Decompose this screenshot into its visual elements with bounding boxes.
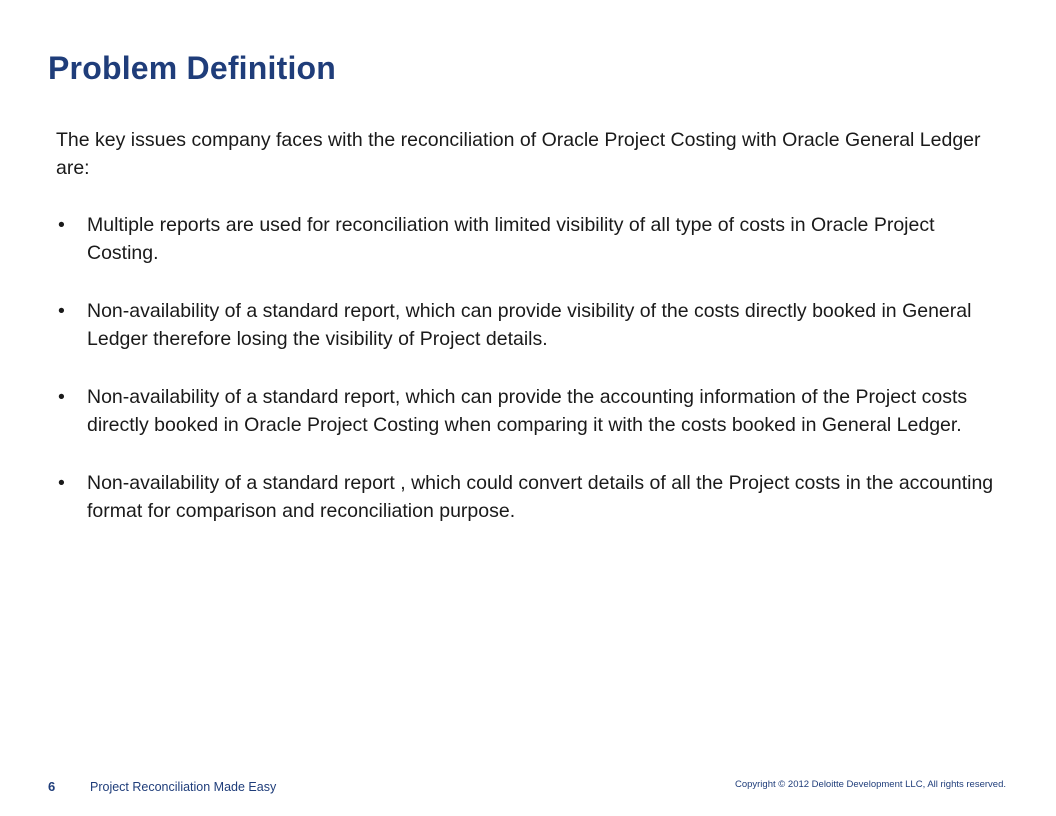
- page-number: 6: [48, 779, 56, 794]
- issue-item: [56, 211, 996, 267]
- issue-text: Multiple reports are used for reconciliation with limited visibility of all type of costs in Oracle Project Costing.: [87, 214, 935, 264]
- bullet-marker: •: [58, 214, 65, 236]
- issue-text: Non-availability of a standard report , which could convert details of all the Project costs in the accounting format for comparison and reconciliation purpose.: [87, 472, 994, 522]
- issue-text: Non-availability of a standard report, which can provide the accounting information of the Project costs directly booked in Oracle Project Costing when comparing it with the costs booked in General Ledger.: [87, 386, 968, 436]
- issue-item: [56, 383, 996, 439]
- issue-item: [56, 469, 996, 525]
- copyright-notice: Copyright © 2012 Deloitte Development LLC, All rights reserved.: [734, 779, 1006, 790]
- issue-item: [56, 297, 996, 353]
- slide-title: Problem Definition: [48, 50, 337, 86]
- bullet-marker: •: [58, 386, 65, 408]
- intro-text: The key issues company faces with the reconciliation of Oracle Project Costing with Oracle General Ledger are:: [56, 129, 981, 179]
- issue-list: [56, 211, 996, 555]
- presentation-title: Project Reconciliation Made Easy: [90, 780, 277, 794]
- issue-text: Non-availability of a standard report, which can provide visibility of the costs directly booked in General Ledger therefore losing the visibility of Project details.: [87, 300, 972, 350]
- bullet-marker: •: [58, 300, 65, 322]
- bullet-marker: •: [58, 472, 65, 494]
